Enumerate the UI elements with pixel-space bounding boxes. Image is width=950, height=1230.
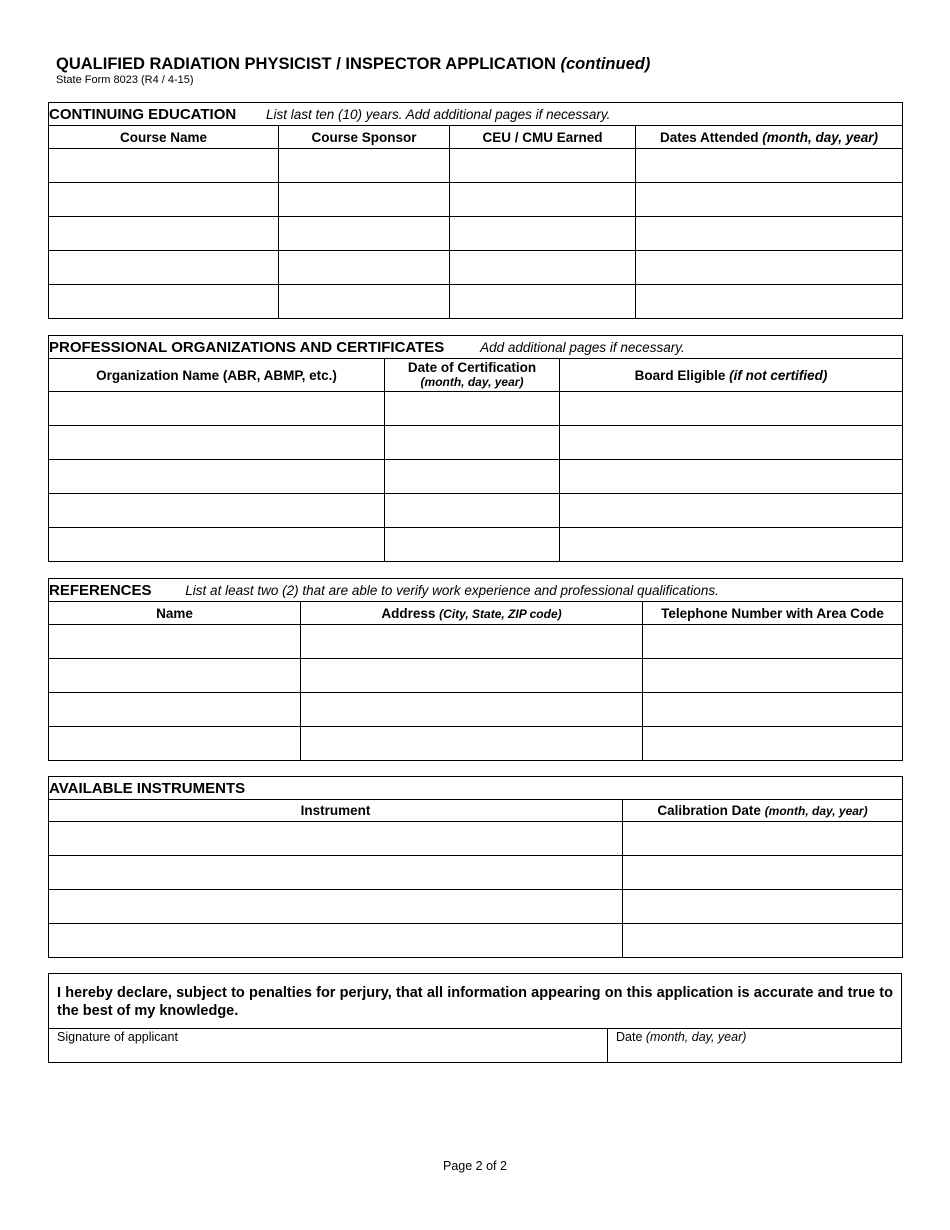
- table-row: [49, 528, 903, 562]
- instruments-header: [49, 777, 903, 800]
- col-dates-attended: [636, 126, 903, 149]
- input-cell[interactable]: [279, 217, 450, 251]
- input-cell[interactable]: [49, 693, 301, 727]
- page-number: Page 2 of 2: [443, 1159, 507, 1173]
- input-cell[interactable]: [450, 285, 636, 319]
- input-cell[interactable]: [49, 924, 623, 958]
- input-cell[interactable]: [49, 822, 623, 856]
- input-cell[interactable]: [49, 183, 279, 217]
- col-board-eligible-note: (if not certified): [729, 367, 828, 383]
- professional-orgs-note: Add additional pages if necessary.: [480, 339, 685, 355]
- input-cell[interactable]: [643, 693, 903, 727]
- table-row: [49, 217, 903, 251]
- input-cell[interactable]: [636, 183, 903, 217]
- input-cell[interactable]: [643, 625, 903, 659]
- input-cell[interactable]: [49, 285, 279, 319]
- input-cell[interactable]: [49, 727, 301, 761]
- col-board-eligible: [560, 359, 903, 392]
- input-cell[interactable]: [279, 251, 450, 285]
- input-cell[interactable]: [385, 460, 560, 494]
- form-title-suffix: (continued): [560, 55, 651, 73]
- declaration-divider: [49, 1028, 901, 1029]
- input-cell[interactable]: [279, 183, 450, 217]
- col-certification-date: [385, 359, 560, 392]
- input-cell[interactable]: [49, 890, 623, 924]
- input-cell[interactable]: [636, 285, 903, 319]
- declaration-box: [48, 973, 902, 1063]
- input-cell[interactable]: [623, 822, 903, 856]
- col-instrument: Instrument: [49, 800, 623, 822]
- input-cell[interactable]: [49, 856, 623, 890]
- input-cell[interactable]: [49, 625, 301, 659]
- input-cell[interactable]: [450, 251, 636, 285]
- input-cell[interactable]: [385, 426, 560, 460]
- col-reference-address: [301, 602, 643, 625]
- col-ceu-earned: CEU / CMU Earned: [450, 126, 636, 149]
- col-calibration-date-format: (month, day, year): [764, 804, 868, 818]
- input-cell[interactable]: [301, 659, 643, 693]
- input-cell[interactable]: [623, 890, 903, 924]
- col-reference-name: Name: [49, 602, 301, 625]
- form-title: [56, 55, 650, 74]
- col-reference-address-label: Address: [381, 605, 436, 621]
- form-title-text: QUALIFIED RADIATION PHYSICIST / INSPECTOR APPLICATION: [56, 55, 556, 73]
- input-cell[interactable]: [279, 149, 450, 183]
- table-row: [49, 924, 903, 958]
- input-cell[interactable]: [560, 528, 903, 562]
- table-row: [49, 693, 903, 727]
- instruments-title: AVAILABLE INSTRUMENTS: [49, 779, 246, 797]
- input-cell[interactable]: [623, 924, 903, 958]
- instruments-table: [48, 776, 903, 958]
- table-row: [49, 251, 903, 285]
- input-cell[interactable]: [49, 251, 279, 285]
- references-title: REFERENCES: [49, 581, 152, 599]
- input-cell[interactable]: [49, 528, 385, 562]
- signature-field[interactable]: Signature of applicant: [57, 1030, 178, 1044]
- input-cell[interactable]: [560, 392, 903, 426]
- professional-orgs-header: [49, 336, 903, 359]
- input-cell[interactable]: [49, 659, 301, 693]
- input-cell[interactable]: [49, 460, 385, 494]
- input-cell[interactable]: [49, 392, 385, 426]
- input-cell[interactable]: [49, 217, 279, 251]
- input-cell[interactable]: [385, 392, 560, 426]
- col-calibration-date: [623, 800, 903, 822]
- input-cell[interactable]: [636, 217, 903, 251]
- form-id: State Form 8023 (R4 / 4-15): [56, 74, 194, 86]
- table-row: [49, 494, 903, 528]
- references-header: [49, 579, 903, 602]
- col-dates-attended-label: Dates Attended: [659, 129, 759, 145]
- input-cell[interactable]: [560, 426, 903, 460]
- col-reference-address-format: (City, State, ZIP code): [439, 606, 562, 621]
- input-cell[interactable]: [385, 528, 560, 562]
- continuing-education-header: [49, 103, 903, 126]
- continuing-education-table: [48, 102, 903, 319]
- input-cell[interactable]: [301, 727, 643, 761]
- col-course-name: Course Name: [49, 126, 279, 149]
- col-board-eligible-label: Board Eligible: [634, 367, 726, 383]
- signature-date-label: Date: [616, 1030, 643, 1044]
- input-cell[interactable]: [49, 494, 385, 528]
- col-course-sponsor: Course Sponsor: [279, 126, 450, 149]
- input-cell[interactable]: [385, 494, 560, 528]
- signature-date-format: (month, day, year): [645, 1030, 747, 1044]
- declaration-text: I hereby declare, subject to penalties for perjury, that all information appearing on this application is accurate and true to the best of my knowledge.: [57, 985, 893, 1019]
- table-row: [49, 822, 903, 856]
- col-certification-date-format: (month, day, year): [420, 375, 524, 389]
- table-row: [49, 659, 903, 693]
- col-calibration-date-label: Calibration Date: [657, 803, 761, 818]
- continuing-education-title: CONTINUING EDUCATION: [49, 105, 237, 123]
- table-row: [49, 183, 903, 217]
- col-organization-name: Organization Name (ABR, ABMP, etc.): [49, 359, 385, 392]
- table-row: [49, 392, 903, 426]
- professional-orgs-title: PROFESSIONAL ORGANIZATIONS AND CERTIFICATES: [49, 338, 445, 356]
- input-cell[interactable]: [301, 625, 643, 659]
- references-note: List at least two (2) that are able to verify work experience and professional qualifications.: [185, 582, 719, 598]
- input-cell[interactable]: [301, 693, 643, 727]
- input-cell[interactable]: [279, 285, 450, 319]
- input-cell[interactable]: [49, 426, 385, 460]
- input-cell[interactable]: [643, 727, 903, 761]
- table-row: [49, 625, 903, 659]
- table-row: [49, 460, 903, 494]
- input-cell[interactable]: [450, 217, 636, 251]
- input-cell[interactable]: [636, 149, 903, 183]
- table-row: [49, 890, 903, 924]
- professional-orgs-table: [48, 335, 903, 562]
- input-cell[interactable]: [450, 149, 636, 183]
- input-cell[interactable]: [643, 659, 903, 693]
- table-row: [49, 426, 903, 460]
- declaration-column-divider: [607, 1028, 608, 1062]
- table-row: [49, 856, 903, 890]
- col-certification-date-label: Date of Certification: [407, 360, 537, 375]
- input-cell[interactable]: [560, 460, 903, 494]
- continuing-education-note: List last ten (10) years. Add additional pages if necessary.: [265, 106, 611, 122]
- input-cell[interactable]: [560, 494, 903, 528]
- input-cell[interactable]: [636, 251, 903, 285]
- signature-date-field[interactable]: [616, 1030, 746, 1044]
- input-cell[interactable]: [450, 183, 636, 217]
- table-row: [49, 149, 903, 183]
- table-row: [49, 727, 903, 761]
- col-dates-attended-format: (month, day, year): [762, 129, 879, 145]
- col-reference-phone: Telephone Number with Area Code: [643, 602, 903, 625]
- input-cell[interactable]: [623, 856, 903, 890]
- table-row: [49, 285, 903, 319]
- references-table: [48, 578, 903, 761]
- input-cell[interactable]: [49, 149, 279, 183]
